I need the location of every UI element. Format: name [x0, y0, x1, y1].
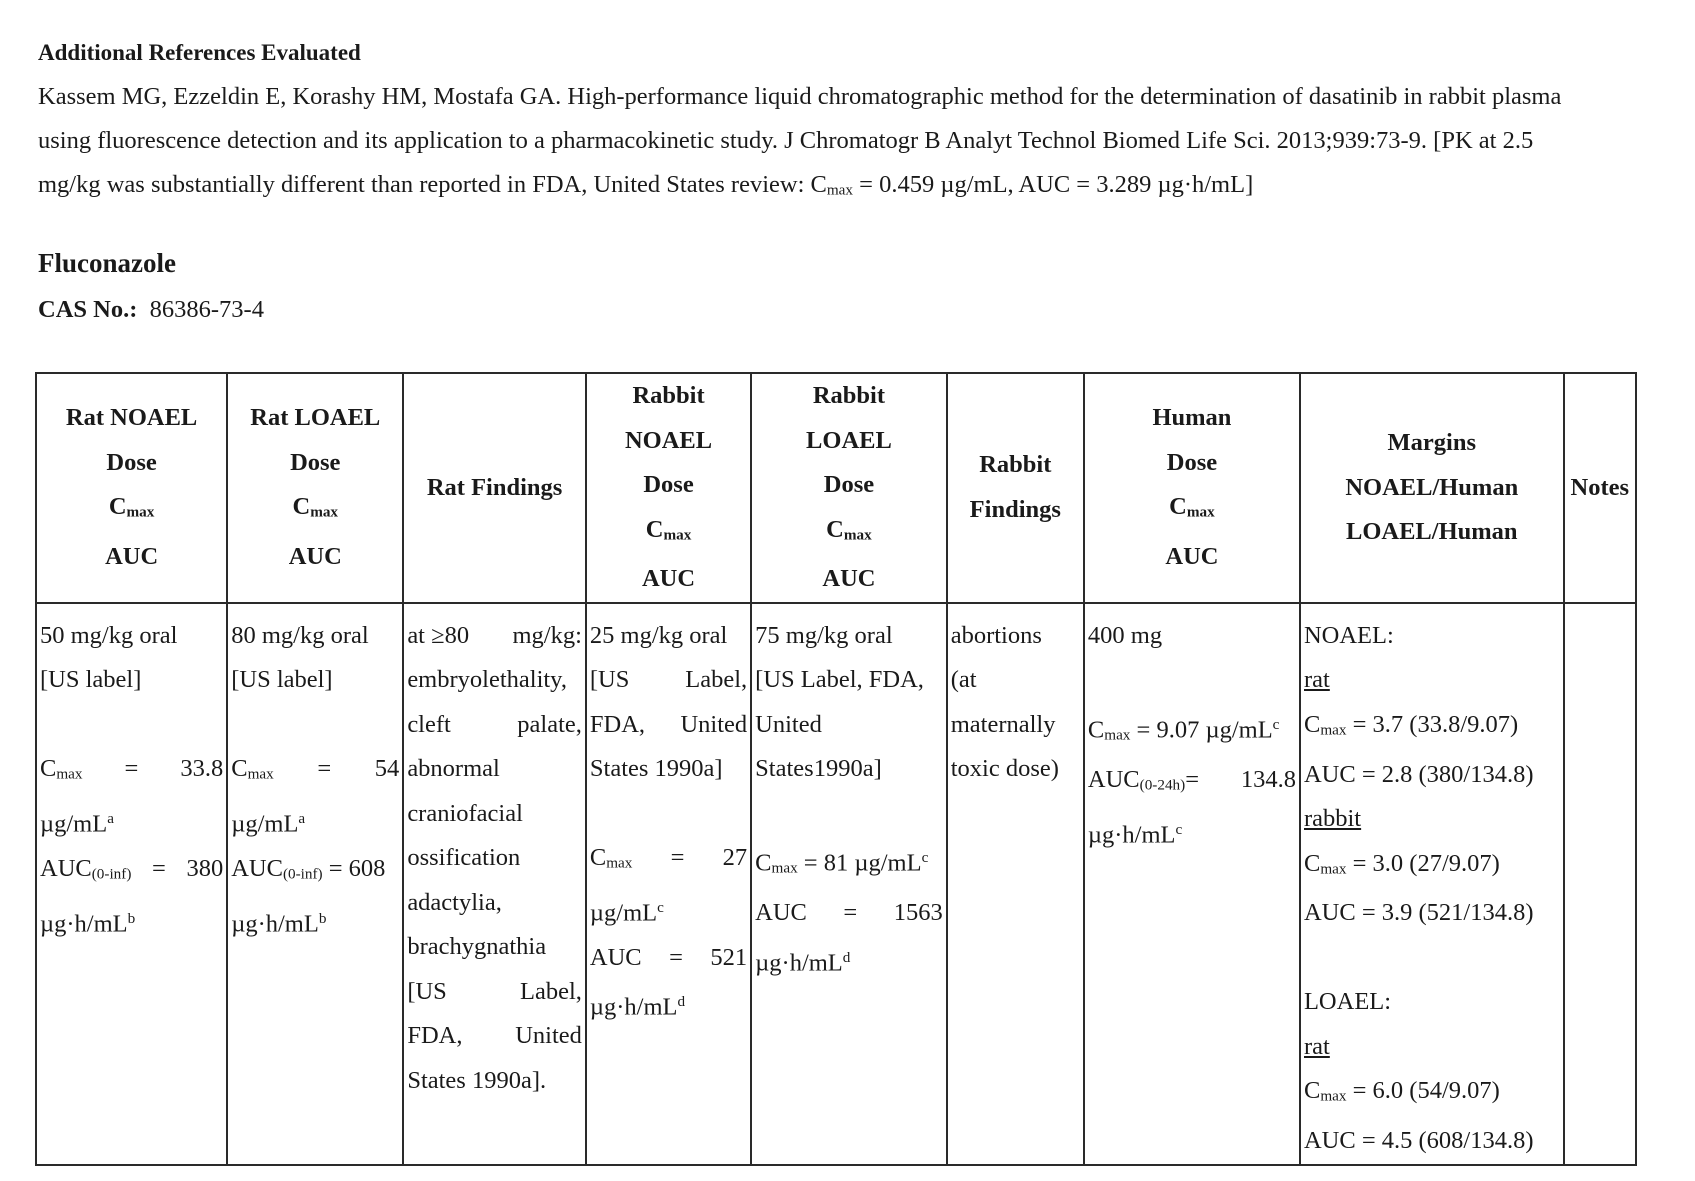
- cas-number: CAS No.: 86386-73-4: [38, 296, 264, 323]
- reference-line-3: mg/kg was substantially different than reported in FDA, United States review: $C_{max} = 0.459$ µg/mL, AUC = 3.289 µg·h/mL]: [38, 171, 1254, 199]
- header-rabbit-loael: Rabbit LOAEL Dose $C_{max}$ AUC: [751, 373, 947, 603]
- header-rabbit-noael: Rabbit NOAEL Dose $C_{max}$ AUC: [586, 373, 751, 603]
- reference-line-2: using fluorescence detection and its application to a pharmacokinetic study. J Chromatogr B Analyt Technol Biomed Life Sci. 2013;939:73-9. [PK at 2.5: [38, 127, 1534, 154]
- cell-notes: [1564, 603, 1636, 1165]
- header-human: Human Dose $C_{max}$ AUC: [1084, 373, 1300, 603]
- header-rat-loael: Rat LOAEL Dose $C_{max}$ AUC: [227, 373, 403, 603]
- drug-name: Fluconazole: [38, 248, 176, 278]
- reference-line-1: Kassem MG, Ezzeldin E, Korashy HM, Mostafa GA. High-performance liquid chromatographic method for the determination of dasatinib in rabbit plasma: [38, 83, 1562, 110]
- cell-rabbit-loael: 75 mg/kg oral [US Label, FDA, United States1990a] $C_{max} = 81$ $\mu g/mL^c$ AUC = 1563 $\mu g\cdot h/mL^d$: [751, 603, 947, 1165]
- cell-rat-loael: 80 mg/kg oral [US label] $C_{max}$ = 54 $\mu g/mL^a$ $AUC_{(0-inf)} = 608$ $\mu g\cdot h/mL^b$: [227, 603, 403, 1165]
- toxicity-table: [35, 372, 1637, 1166]
- cell-rabbit-noael: 25 mg/kg oral [US Label, FDA, United States 1990a] $C_{max}$ = 27 $\mu g/mL^c$ AUC = 521 $\mu g\cdot h/mL^d$: [586, 603, 751, 1165]
- table-header-row: [36, 373, 1636, 603]
- header-margins: Margins NOAEL/Human LOAEL/Human: [1300, 373, 1564, 603]
- cell-rabbit-findings: abortions (at maternally toxic dose): [947, 603, 1084, 1165]
- header-rabbit-findings: Rabbit Findings: [947, 373, 1084, 603]
- cell-rat-noael: 50 mg/kg oral [US label] $C_{max}$ = 33.8 $\mu g/mL^a$ $AUC_{(0-inf)}$ = 380 $\mu g\cdot h/mL^b$: [36, 603, 227, 1165]
- references-heading: Additional References Evaluated: [38, 40, 361, 65]
- header-notes: Notes: [1564, 373, 1636, 603]
- cell-rat-findings: at ≥80 mg/kg: embryolethality, cleft palate, abnormal craniofacial ossification adactylia, brachygnathia [US Label, FDA, United States 1990a].: [403, 603, 586, 1165]
- cell-human: 400 mg $C_{max} = 9.07$ $\mu g/mL^c$ $AUC_{(0-24h)}=$ 134.8 $\mu g\cdot h/mL^c$: [1084, 603, 1300, 1165]
- table-row: [36, 603, 1636, 1165]
- document-page: [28, 38, 1640, 1155]
- header-rat-noael: Rat NOAEL Dose $C_{max}$ AUC: [36, 373, 227, 603]
- cell-margins: NOAEL: rat $C_{max} = 3.7$ (33.8/9.07) AUC = 2.8 (380/134.8) rabbit $C_{max} = 3.0$ (27/9.07) AUC = 3.9 (521/134.8) LOAEL: rat $C_{max} = 6.0$ (54/9.07) AUC = 4.5 (608/134.8): [1300, 603, 1564, 1165]
- header-rat-findings: Rat Findings: [403, 373, 586, 603]
